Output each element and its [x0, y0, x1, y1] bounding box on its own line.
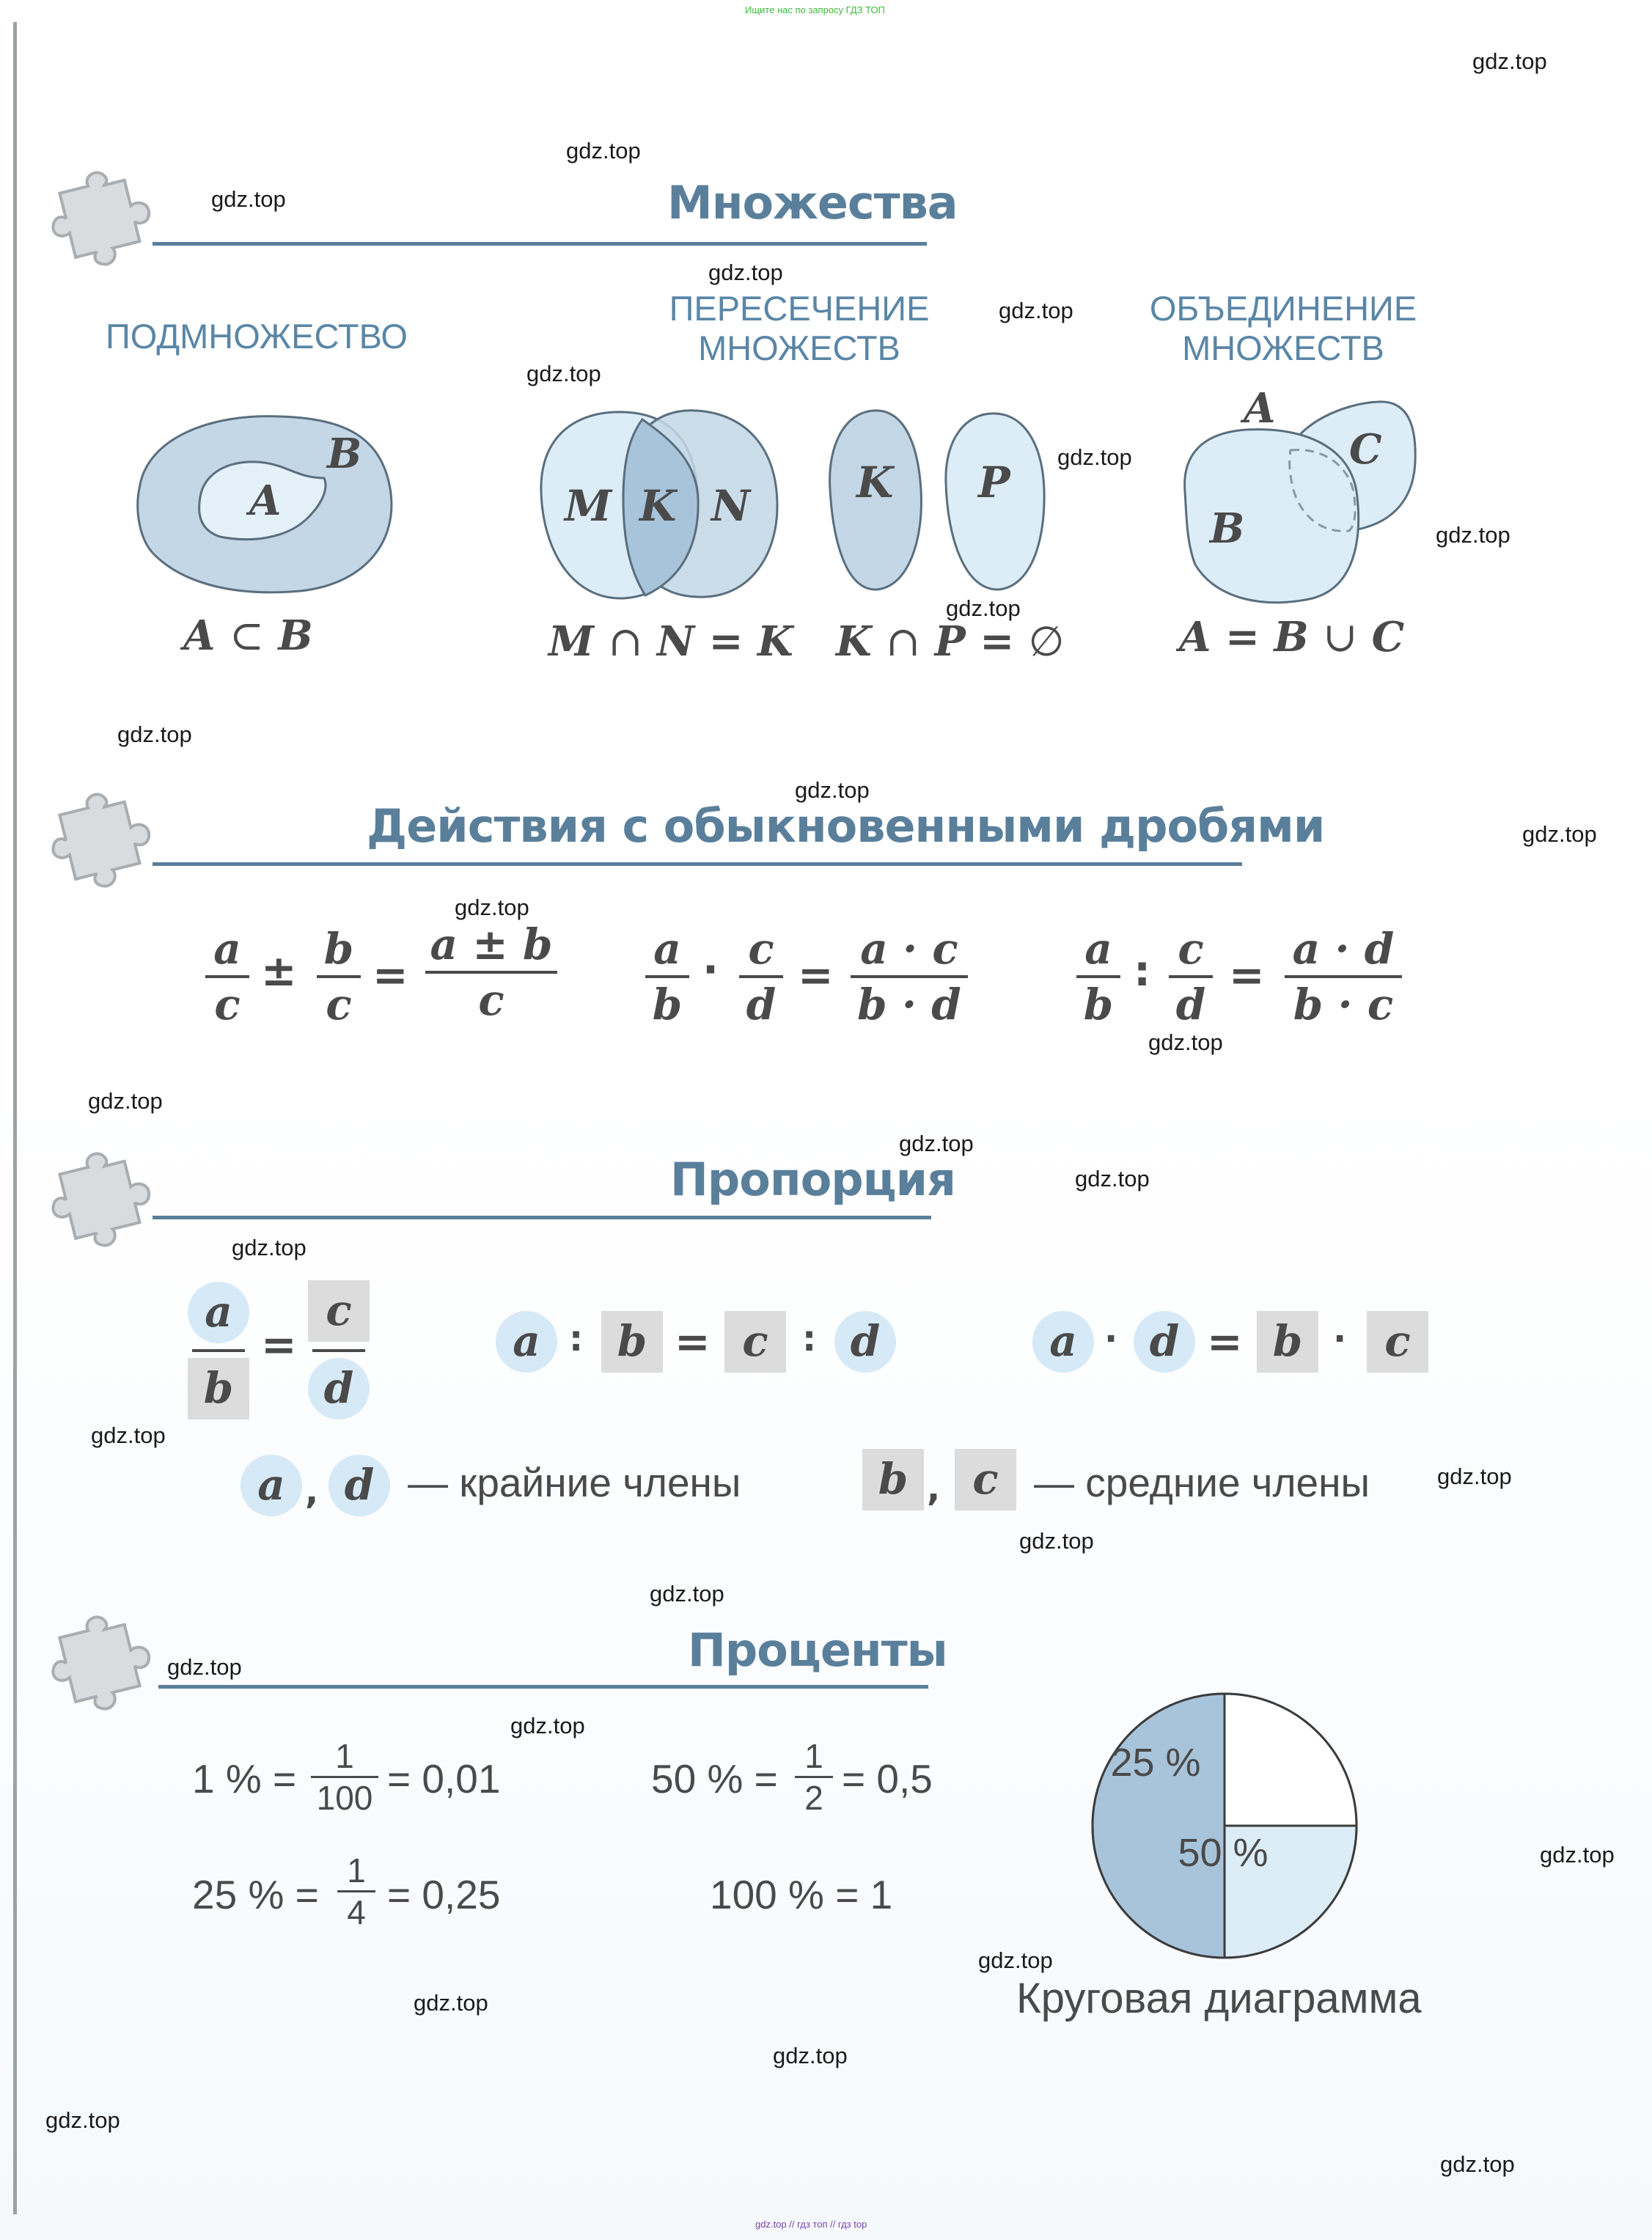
watermark: gdz.top [978, 1947, 1053, 1973]
pie-slice-white [1225, 1694, 1357, 1826]
pct-row1a-num: 1 [335, 1737, 354, 1775]
intersection-label-n: N [711, 481, 751, 531]
ratio-c: c [724, 1311, 786, 1373]
top-search-note: Ищите нас по запросу ГДЗ ТОП [745, 4, 885, 15]
proportion-title: Пропорция [670, 1153, 955, 1206]
watermark: gdz.top [1148, 1029, 1223, 1055]
product-d: d [1134, 1311, 1195, 1373]
disjoint-label-k: K [856, 458, 894, 507]
add-frac-1 [205, 925, 249, 1028]
means-text: — средние члены [1034, 1460, 1370, 1505]
intersection-heading-line2: МНОЖЕСТВ [698, 328, 900, 367]
div-frac-2-den: d [1175, 980, 1206, 1029]
pct-row2a-left: 25 % = [192, 1872, 319, 1917]
pct-row1b-right: = 0,5 [842, 1756, 933, 1802]
extremes-comma: , [305, 1471, 319, 1512]
watermark: gdz.top [88, 1088, 163, 1114]
means-comma: , [927, 1468, 941, 1509]
union-formula-a: A [1179, 613, 1211, 661]
subset-label-inner: A [249, 477, 282, 525]
product-a: a [1032, 1311, 1094, 1373]
watermark: gdz.top [1522, 821, 1597, 847]
pct-row2a-den: 4 [347, 1893, 366, 1931]
union-formula [1179, 613, 1404, 661]
extremes-d: d [328, 1455, 390, 1516]
watermark: gdz.top [773, 2043, 848, 2068]
add-result-num: a ± b [430, 919, 553, 969]
formula2-p: P [934, 617, 966, 666]
product-eq: = [1207, 1317, 1243, 1367]
watermark: gdz.top [899, 1131, 974, 1156]
pct-row1a-left: 1 % = [192, 1756, 297, 1802]
watermark: gdz.top [167, 1654, 242, 1680]
bottom-note: gdz.top // гдз топ // гдз top [755, 2219, 867, 2230]
prop-frac-d: d [308, 1358, 370, 1420]
add-eq: = [372, 950, 408, 1000]
formula-cap-op: ∩ [608, 618, 643, 666]
watermark: gdz.top [117, 721, 192, 747]
watermark: gdz.top [526, 361, 601, 386]
ratio-d: d [834, 1311, 896, 1373]
pct-row1a-den: 100 [316, 1779, 373, 1817]
pct-row2a-right: = 0,25 [387, 1872, 501, 1917]
div-result [1285, 925, 1402, 1028]
subset-formula-op: ⊂ [229, 612, 264, 660]
product-b: b [1257, 1311, 1318, 1373]
add-result [425, 921, 557, 1024]
product-c: c [1367, 1311, 1428, 1373]
add-frac-2-num: b [323, 924, 354, 974]
pct-row1b-den: 2 [804, 1779, 823, 1817]
subset-formula-b: B [278, 612, 313, 660]
means-b: b [862, 1449, 924, 1510]
watermark: gdz.top [455, 895, 529, 920]
puzzle-icon [45, 154, 163, 271]
pct-row1b-left: 50 % = [651, 1756, 778, 1802]
watermark: gdz.top [45, 2107, 120, 2133]
pct-row1a-frac [311, 1738, 378, 1816]
prop-frac-eq: = [261, 1320, 297, 1370]
union-label-a: A [1244, 384, 1276, 433]
union-formula-c: C [1371, 613, 1405, 661]
pie-chart [1085, 1686, 1364, 1965]
union-diagram [1173, 381, 1422, 609]
union-heading-line1: ОБЪЕДИНЕНИЕ [1149, 289, 1417, 328]
proportion-title-rule [153, 1216, 931, 1219]
div-eq: = [1229, 950, 1265, 1000]
mul-frac-1-num: a [653, 924, 681, 974]
pct-row1b-num: 1 [804, 1737, 823, 1775]
add-frac-2-den: c [326, 980, 352, 1029]
watermark: gdz.top [414, 1990, 488, 2016]
watermark: gdz.top [1436, 522, 1510, 548]
formula-n: N [656, 617, 695, 666]
subset-formula-a: A [183, 612, 216, 660]
div-frac-2 [1169, 925, 1213, 1028]
watermark: gdz.top [1437, 1464, 1512, 1489]
pct-row2a-num: 1 [347, 1851, 366, 1890]
watermark: gdz.top [1472, 48, 1547, 74]
formula2-empty: ∅ [1028, 618, 1065, 666]
product-dot-2: · [1333, 1318, 1347, 1359]
puzzle-icon [45, 1598, 163, 1716]
mul-frac-1-den: b [652, 980, 683, 1029]
pct-row2b: 100 % = 1 [710, 1872, 893, 1917]
intersection-heading [638, 289, 961, 368]
div-op: : [1134, 946, 1151, 996]
add-frac-1-den: c [214, 980, 241, 1029]
sets-title: Множества [667, 176, 958, 229]
formula-m: M [548, 617, 594, 666]
means-c: c [955, 1449, 1016, 1510]
add-frac-1-num: a [213, 924, 241, 974]
mul-result [851, 925, 968, 1028]
page-spine-line [13, 22, 17, 2214]
ratio-eq: = [675, 1317, 711, 1367]
percent-title-rule [158, 1685, 928, 1689]
prop-frac-b: b [188, 1358, 249, 1420]
watermark: gdz.top [999, 298, 1073, 323]
union-formula-eq: = [1225, 613, 1260, 661]
extremes-a: a [241, 1455, 302, 1516]
sets-title-rule [153, 242, 927, 246]
intersection-label-m: M [565, 481, 612, 531]
watermark: gdz.top [946, 595, 1021, 621]
watermark: gdz.top [795, 777, 870, 803]
extremes-text: — крайние члены [408, 1460, 741, 1505]
fractions-title-rule [153, 862, 1242, 866]
union-heading [1115, 289, 1452, 368]
div-frac-1-num: a [1084, 924, 1112, 974]
formula2-k: K [836, 617, 872, 666]
watermark: gdz.top [708, 260, 783, 285]
percent-title: Проценты [688, 1623, 947, 1677]
union-formula-b: B [1274, 613, 1309, 661]
pie-caption: Круговая диаграмма [1016, 1975, 1422, 2022]
watermark: gdz.top [91, 1422, 166, 1448]
add-frac-2 [317, 925, 361, 1028]
pct-row1b-frac [795, 1738, 833, 1816]
intersection-label-k: K [639, 481, 677, 531]
puzzle-icon [45, 776, 163, 893]
watermark: gdz.top [566, 138, 641, 164]
union-label-c: C [1349, 425, 1382, 474]
mul-frac-1 [645, 925, 689, 1028]
union-formula-cup-op: ∪ [1323, 614, 1358, 661]
union-label-b: B [1210, 504, 1245, 553]
ratio-a: a [496, 1311, 557, 1373]
prop-frac-right-bar [312, 1349, 365, 1352]
div-frac-1-den: b [1083, 980, 1114, 1029]
add-op: ± [261, 946, 297, 996]
mul-frac-2-num: c [748, 924, 774, 974]
pie-label-25: 25 % [1110, 1741, 1201, 1785]
mul-result-den: b · d [857, 980, 961, 1029]
pct-row2a-frac [337, 1852, 375, 1931]
formula2-eq: = [980, 617, 1015, 666]
div-frac-1 [1076, 925, 1120, 1028]
watermark: gdz.top [1540, 1842, 1615, 1868]
watermark: gdz.top [1019, 1528, 1094, 1554]
subset-diagram [125, 408, 403, 598]
fractions-title: Действия с обыкновенными дробями [367, 799, 1325, 853]
formula2-cap-op: ∩ [886, 618, 921, 666]
ratio-colon-2: : [802, 1318, 817, 1359]
add-result-den: c [478, 975, 504, 1025]
prop-frac-c: c [308, 1280, 370, 1342]
watermark: gdz.top [232, 1235, 306, 1260]
prop-frac-left-bar [192, 1349, 245, 1352]
mul-frac-2 [739, 925, 783, 1028]
intersection-diagram [528, 403, 792, 609]
union-heading-line2: МНОЖЕСТВ [1182, 328, 1384, 367]
intersection-heading-line1: ПЕРЕСЕЧЕНИЕ [669, 289, 930, 328]
pie-slice-50 [1093, 1694, 1225, 1958]
subset-label-outer: B [327, 430, 362, 478]
pie-label-50: 50 % [1178, 1831, 1269, 1875]
div-result-num: a · d [1292, 924, 1395, 974]
watermark: gdz.top [1057, 444, 1132, 470]
div-frac-2-num: c [1178, 924, 1204, 974]
watermark: gdz.top [1075, 1166, 1150, 1191]
ratio-b: b [601, 1311, 663, 1373]
formula-eq: = [708, 617, 744, 666]
disjoint-formula [836, 617, 1064, 666]
watermark: gdz.top [211, 186, 286, 212]
subset-heading: ПОДМНОЖЕСТВО [106, 317, 408, 356]
watermark: gdz.top [510, 1713, 585, 1738]
mul-op: · [702, 944, 719, 994]
formula-k: K [757, 617, 793, 666]
intersection-formula [548, 617, 793, 666]
pct-row1a-right: = 0,01 [387, 1756, 501, 1802]
prop-frac-a: a [188, 1282, 249, 1343]
mul-frac-2-den: d [746, 980, 777, 1029]
watermark: gdz.top [1440, 2151, 1515, 2177]
disjoint-label-p: P [978, 458, 1010, 507]
mul-result-num: a · c [860, 924, 958, 974]
mul-eq: = [798, 950, 834, 1000]
ratio-colon-1: : [569, 1318, 584, 1359]
watermark: gdz.top [650, 1581, 724, 1606]
product-dot-1: · [1104, 1318, 1118, 1359]
subset-formula [183, 612, 313, 660]
div-result-den: b · c [1293, 980, 1394, 1029]
puzzle-icon [45, 1135, 163, 1252]
disjoint-diagram [823, 402, 1057, 600]
